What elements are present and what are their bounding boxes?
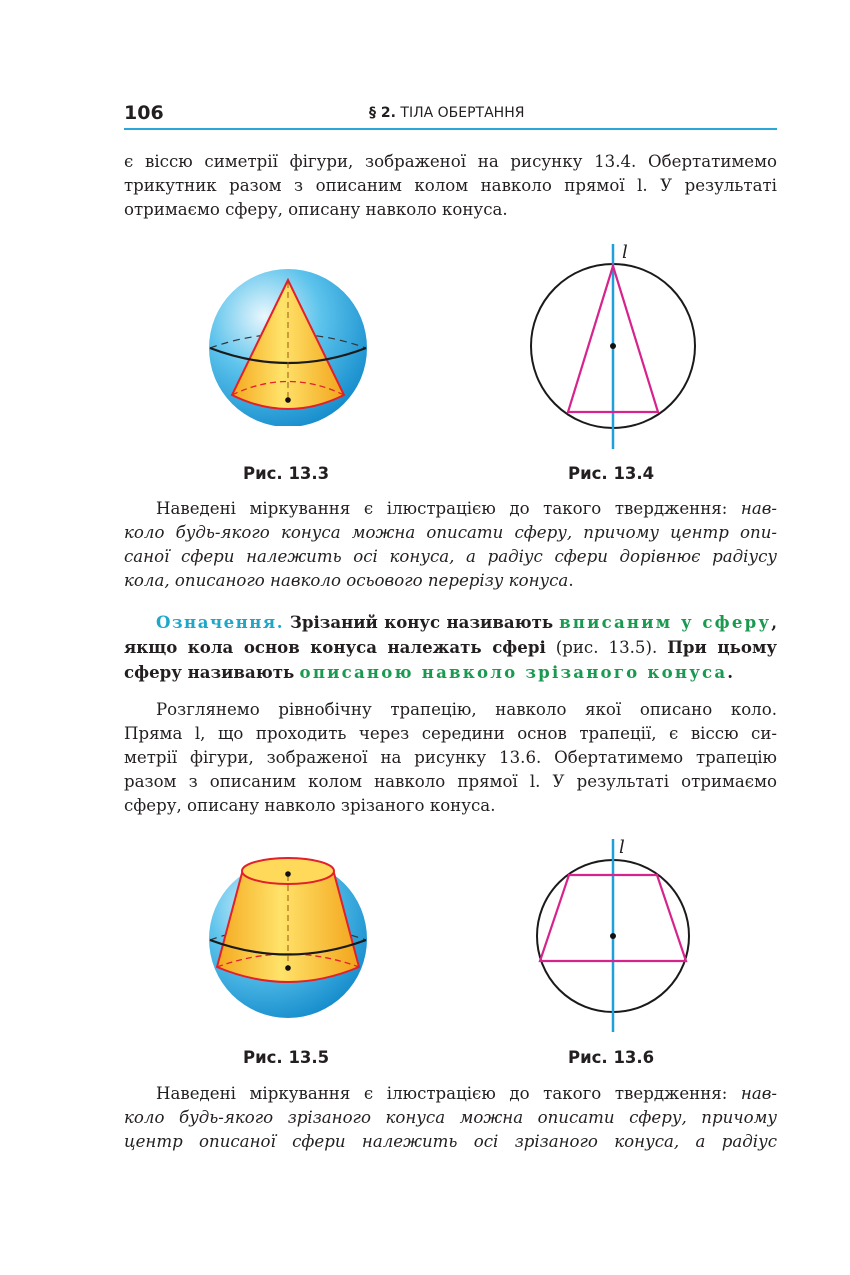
axis-label-l: l <box>622 242 628 263</box>
text-line: є віссю симетрії фігури, зображеної на рисунку 13.4. Обертатимемо <box>124 152 777 171</box>
circle-center <box>610 933 616 939</box>
section-prefix: § 2. <box>369 105 396 121</box>
text-line: сферу називають описаною навколо зрізаного конуса. <box>124 662 734 682</box>
text-line: Розглянемо рівнобічну трапецію, навколо якої описано коло. <box>156 700 777 719</box>
page-header <box>124 100 777 130</box>
sphere-center <box>285 965 291 971</box>
paragraph-4 <box>124 1082 777 1154</box>
text-line: кола, описаного навколо осьового перерізу конуса. <box>124 571 574 590</box>
circle-center <box>610 343 616 349</box>
text-line: Пряма l, що проходить через середини основ трапеції, є віссю си- <box>124 724 777 743</box>
text-line: центр описаної сфери належить осі зрізаного конуса, а радіус <box>124 1132 777 1151</box>
header-rule <box>124 128 777 130</box>
figure-13-3 <box>205 268 375 433</box>
caption-13-3: Рис. 13.3 <box>243 464 330 483</box>
caption-13-5: Рис. 13.5 <box>243 1048 330 1067</box>
text-line: разом з описаним колом навколо прямої l. У результаті отримаємо <box>124 772 777 791</box>
text-line: трикутник разом з описаним колом навколо прямої l. У результаті <box>124 176 777 195</box>
text-line: якщо кола основ конуса належать сфері (рис. 13.5). При цьому <box>124 637 778 657</box>
section-title <box>369 105 524 121</box>
axis-label-l: l <box>619 837 625 858</box>
text-line: метрії фігури, зображеної на рисунку 13.6. Обертатимемо трапецію <box>124 748 777 767</box>
caption-13-4: Рис. 13.4 <box>568 464 655 483</box>
paragraph-3 <box>124 698 777 818</box>
definition-term: Означення. <box>156 612 284 632</box>
page-number: 106 <box>124 102 164 124</box>
text-line: отримаємо сферу, описану навколо конуса. <box>124 200 508 219</box>
section-name: ТІЛА ОБЕРТАННЯ <box>400 105 525 121</box>
definition-block <box>124 610 777 685</box>
text-line: коло будь-якого конуса можна описати сферу, причому центр опи- <box>124 523 777 542</box>
text-line: Наведені міркування є ілюстрацією до такого твердження: нав- <box>156 499 777 518</box>
text-line: коло будь-якого зрізаного конуса можна описати сферу, причому <box>124 1108 777 1127</box>
figure-13-4 <box>525 240 705 452</box>
text-line: сферу, описану навколо зрізаного конуса. <box>124 796 496 815</box>
text-line: Означення. Зрізаний конус називають вписаним у сферу, <box>156 612 778 632</box>
text-line: саної сфери належить осі конуса, а радіус сфери дорівнює радіусу <box>124 547 777 566</box>
sphere-center <box>285 397 291 403</box>
paragraph-1 <box>124 150 777 222</box>
figure-13-6 <box>530 835 705 1035</box>
paragraph-2 <box>124 497 777 593</box>
top-center <box>285 871 291 877</box>
text-line: Наведені міркування є ілюстрацією до такого твердження: нав- <box>156 1084 777 1103</box>
figure-13-5 <box>205 855 375 1023</box>
caption-13-6: Рис. 13.6 <box>568 1048 655 1067</box>
